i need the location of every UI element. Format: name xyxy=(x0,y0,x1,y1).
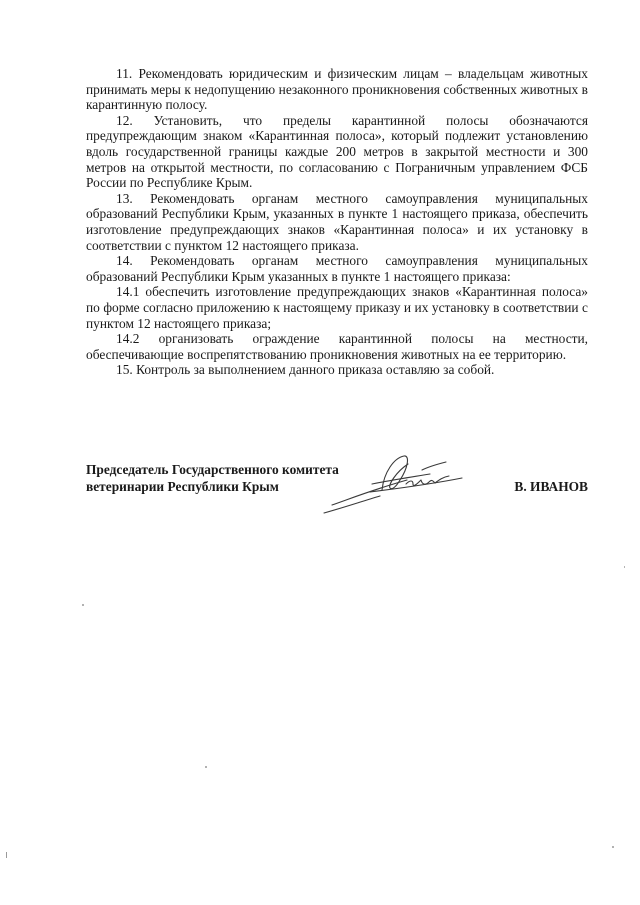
scan-speck xyxy=(6,852,7,858)
scan-speck xyxy=(624,566,625,568)
document-body xyxy=(86,66,588,378)
handwritten-signature xyxy=(312,450,492,520)
paragraph-14: 14. Рекомендовать органам местного самоуправления муниципальных образований Республики Крым указанных в пункте 1 настоящего приказа: xyxy=(86,253,588,284)
scan-speck xyxy=(82,604,84,606)
paragraph-11: 11. Рекомендовать юридическим и физическим лицам – владельцам животных принимать меры к недопущению незаконного проникновения собственных животных в карантинную полосу. xyxy=(86,66,588,113)
signatory-title xyxy=(86,462,339,495)
paragraph-12: 12. Установить, что пределы карантинной полосы обозначаются предупреждающим знаком «Карантинная полоса», который подлежит установлению вдоль государственной границы каждые 200 метров в закрытой местности и 300 метров на открытой местности, по согласованию с Пограничным управлением ФСБ России по Республике Крым. xyxy=(86,112,588,191)
paragraph-14-2: 14.2 организовать ограждение карантинной полосы на местности, обеспечивающие воспрепятствованию проникновения животных на ее территорию. xyxy=(86,331,588,362)
signatory-title-line1: Председатель Государственного комитета xyxy=(86,462,339,477)
paragraph-14-1: 14.1 обеспечить изготовление предупреждающих знаков «Карантинная полоса» по форме согласно приложению к настоящему приказу и их установку в соответствии с пунктом 12 настоящего приказа; xyxy=(86,284,588,331)
paragraph-13: 13. Рекомендовать органам местного самоуправления муниципальных образований Республики Крым, указанных в пункте 1 настоящего приказа, обеспечить изготовление предупреждающих знаков «Карантинная полоса» и их установку в соответствии с пунктом 12 настоящего приказа. xyxy=(86,190,588,253)
scan-speck xyxy=(205,766,207,768)
signatory-name: В. ИВАНОВ xyxy=(514,479,588,494)
signatory-title-line2: ветеринарии Республики Крым xyxy=(86,478,279,494)
signature-block xyxy=(86,462,588,522)
scan-speck xyxy=(612,846,614,848)
paragraph-15: 15. Контроль за выполнением данного приказа оставляю за собой. xyxy=(116,362,495,378)
